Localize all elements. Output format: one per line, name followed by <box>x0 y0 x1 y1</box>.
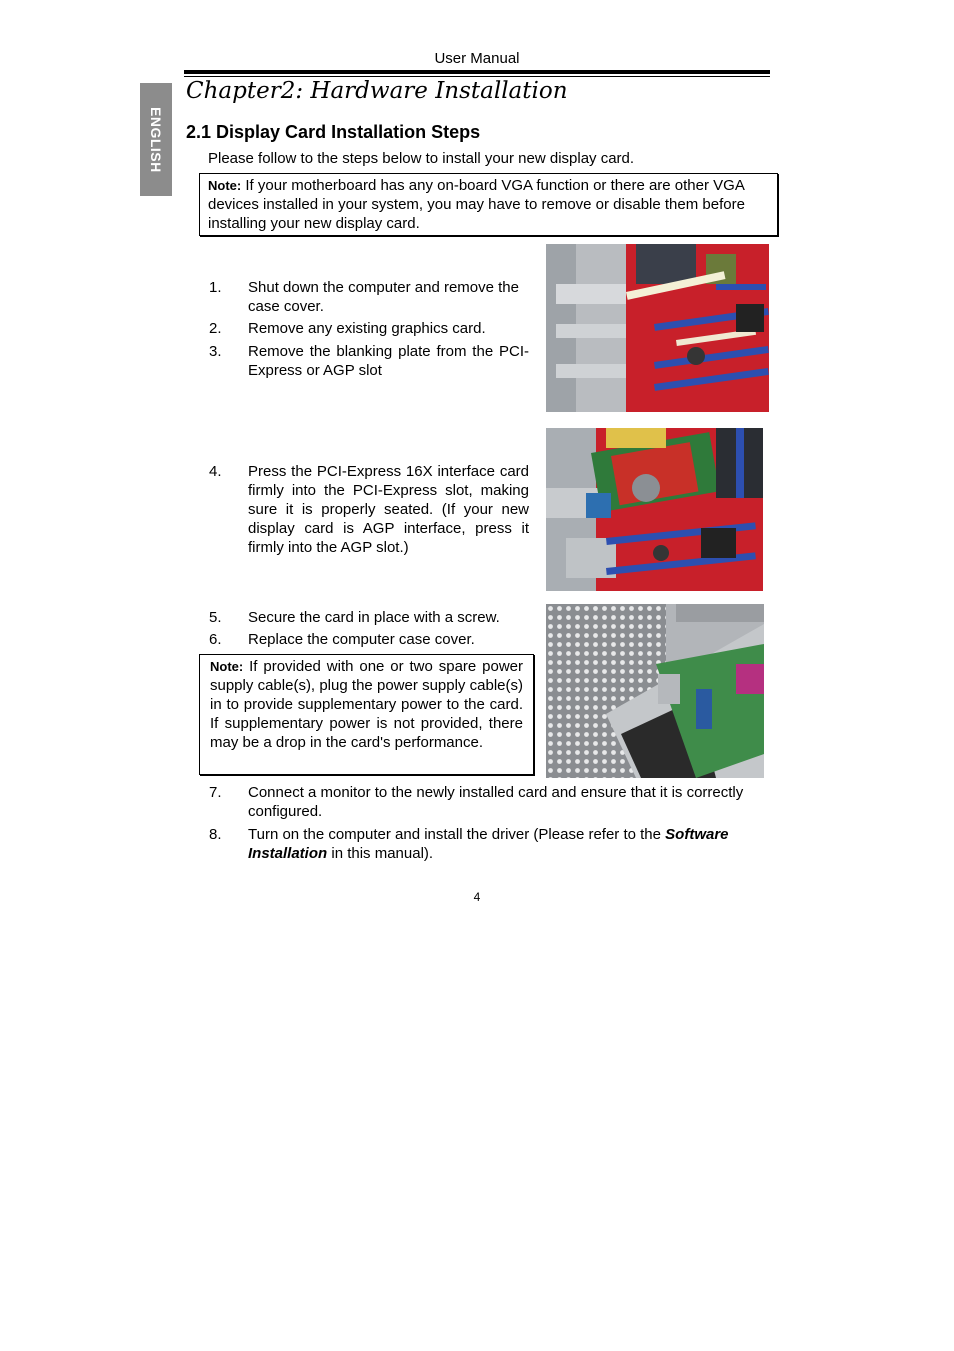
step-text-part: Turn on the computer and install the driver (Please refer to the <box>248 826 666 843</box>
step-item <box>209 462 529 562</box>
chapter-title: Chapter2: Hardware Installation <box>186 78 568 104</box>
step-text: Secure the card in place with a screw. <box>248 609 500 626</box>
header-rule-thin <box>184 76 770 77</box>
step-text: Remove any existing graphics card. <box>248 320 486 337</box>
step-item <box>209 783 769 823</box>
step-item <box>209 630 529 650</box>
note-label: Note: <box>210 659 244 674</box>
section-title: 2.1 Display Card Installation Steps <box>186 122 481 142</box>
motherboard-slots-photo <box>546 244 769 412</box>
card-insertion-photo <box>546 428 763 591</box>
page-header: User Manual <box>434 50 520 67</box>
page-number: 4 <box>473 890 481 904</box>
step-number: 6. <box>209 631 222 648</box>
intro-text: Please follow to the steps below to install your new display card. <box>208 150 635 167</box>
step-text <box>248 825 768 863</box>
step-text-part: in this manual). <box>327 845 434 862</box>
step-number: 1. <box>209 279 222 296</box>
header-rule-thick <box>184 70 770 74</box>
step-text: Connect a monitor to the newly installed card and ensure that it is correctly configured. <box>248 784 744 820</box>
step-text: Remove the blanking plate from the PCI-Express or AGP slot <box>248 343 529 379</box>
step-text: Replace the computer case cover. <box>248 631 475 648</box>
step-text: Shut down the computer and remove the case cover. <box>248 279 519 315</box>
step-item <box>209 319 529 339</box>
step-number: 4. <box>209 463 222 480</box>
step-number: 7. <box>209 784 222 801</box>
step-number: 3. <box>209 343 222 360</box>
language-tab <box>140 83 172 196</box>
card-screw-photo <box>546 604 764 778</box>
note-text: If your motherboard has any on-board VGA function or there are other VGA devices installed in your system, you may have to remove or disable them before installing your new display card. <box>208 177 745 232</box>
note-text: If provided with one or two spare power supply cable(s), plug the power supply cable(s) in to provide supplementary power to the card. If supplementary power is not provided, there may be a drop in the card's performance. <box>210 658 524 751</box>
step-item <box>209 825 769 865</box>
note-box-vga <box>199 173 778 236</box>
step-number: 2. <box>209 320 222 337</box>
note-box-power <box>199 654 534 775</box>
note-label: Note: <box>208 178 242 193</box>
step-item <box>209 608 529 628</box>
step-number: 5. <box>209 609 222 626</box>
step-item <box>209 278 529 318</box>
step-item <box>209 342 529 382</box>
step-text: Press the PCI-Express 16X interface card firmly into the PCI-Express slot, making sure it is properly seated. (If your new display card is AGP interface, press it firmly into the AGP slot.) <box>248 463 529 556</box>
step-number: 8. <box>209 826 222 843</box>
software-installation-reference: Software Installation <box>248 826 729 862</box>
language-tab-label: ENGLISH <box>148 106 164 173</box>
